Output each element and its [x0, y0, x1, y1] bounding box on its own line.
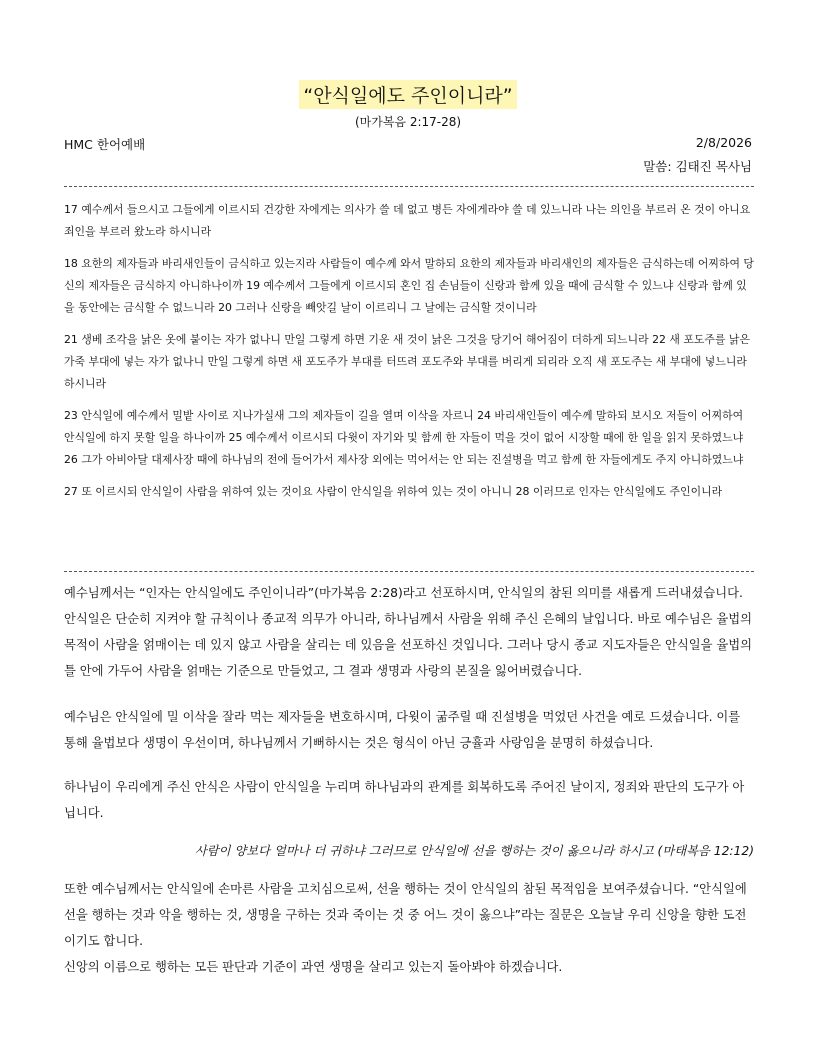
scripture-verses-21-22: 21 생베 조각을 낡은 옷에 붙이는 자가 없나니 만일 그렇게 하면 기운 새 것이 낡은 그것을 당기어 해어짐이 더하게 되느니라 22 새 포도주를 낡은 가죽 부대에 넣는 자가 없나니 만일 그렇게 하면 새 포도주가 부대를 터뜨려 포도주와 부대를 버리게 되리라 오직 새 포도주는 새 부대에 넣느니라 하시니라	[64, 333, 750, 390]
divider-top	[64, 186, 754, 187]
scripture-verses-23-26: 23 안식일에 예수께서 밀밭 사이로 지나가실새 그의 제자들이 길을 열며 이삭을 자르니 24 바리새인들이 예수께 말하되 보시오 저들이 어찌하여 안식일에 하지 못할 일을 하나이까 25 예수께서 이르시되 다윗이 자기와 및 함께 한 자들이 먹을 것이 없어 시장할 때에 한 일을 읽지 못하였느냐 26 그가 아비아달 대제사장 때에 하나님의 전에 들어가서 제사장 외에는 먹어서는 안 되는 진설병을 먹고 함께 한 자들에게도 주지 아니하였느냐	[64, 409, 744, 466]
sermon-paragraph-2: 예수님은 안식일에 밀 이삭을 잘라 먹는 제자들을 변호하시며, 다윗이 굶주릴 때 진설병을 먹었던 사건을 예로 드셨습니다. 이를 통해 율법보다 생명이 우선이며, 하나님께서 기뻐하시는 것은 형식이 아닌 긍휼과 사랑임을 분명히 하셨습니다.	[64, 710, 741, 750]
service-date: 2/8/2026	[695, 135, 752, 150]
scripture-quote: 사람이 양보다 얼마나 더 귀하냐 그러므로 안식일에 선을 행하는 것이 옳으니라 하시고 (마태복음 12:12)	[194, 844, 754, 858]
church-service-name: HMC 한어예배	[64, 137, 146, 152]
scripture-reference: (마가복음 2:17-28)	[354, 115, 462, 129]
sermon-paragraph-3: 하나님이 우리에게 주신 안식은 사람이 안식일을 누리며 하나님과의 관계를 회복하도록 주어진 날이지, 정죄와 판단의 도구가 아닙니다.	[64, 780, 745, 820]
sermon-paragraph-1: 예수님께서는 “인자는 안식일에도 주인이니라”(마가복음 2:28)라고 선포하시며, 안식일의 참된 의미를 새롭게 드러내셨습니다. 안식일은 단순히 지켜야 할 규칙이나 종교적 의무가 아니라, 하나님께서 사람을 위해 주신 은혜의 날입니다. 바로 예수님은 율법의 목적이 사람을 얽매이는 데 있지 않고 사람을 살리는 데 있음을 선포하신 것입니다. 그러나 당시 종교 지도자들은 안식일을 율법의 틀 안에 가두어 사람을 얽매는 기준으로 만들었고, 그 결과 생명과 사랑의 본질을 잃어버렸습니다.	[64, 586, 753, 678]
speaker-line: 말씀: 김태진 목사님	[643, 159, 752, 174]
sermon-title: “안식일에도 주인이니라”	[299, 80, 516, 109]
divider-bottom	[64, 571, 754, 572]
sermon-paragraph-5: 신앙의 이름으로 행하는 모든 판단과 기준이 과연 생명을 살리고 있는지 돌아봐야 하겠습니다.	[64, 960, 563, 974]
sermon-paragraph-4: 또한 예수님께서는 안식일에 손마른 사람을 고치심으로써, 선을 행하는 것이 안식일의 참된 목적임을 보여주셨습니다. “안식일에 선을 행하는 것과 악을 행하는 것, 생명을 구하는 것과 죽이는 것 중 어느 것이 옳으냐”라는 질문은 오늘날 우리 신앙을 향한 도전이기도 합니다.	[64, 882, 747, 948]
sermon-body	[64, 580, 754, 980]
scripture-verse-17: 17 예수께서 들으시고 그들에게 이르시되 건강한 자에게는 의사가 쓸 데 없고 병든 자에게라야 쓸 데 있느니라 나는 의인을 부르러 온 것이 아니요 죄인을 부르러 왔노라 하시니라	[64, 203, 751, 238]
scripture-section	[64, 199, 754, 503]
scripture-verses-18-20: 18 요한의 제자들과 바리새인들이 금식하고 있는지라 사람들이 예수께 와서 말하되 요한의 제자들과 바리새인의 제자들은 금식하는데 어찌하여 당신의 제자들은 금식하지 아니하나이까 19 예수께서 그들에게 이르시되 혼인 집 손님들이 신랑과 함께 있을 때에 금식할 수 있느냐 신랑과 함께 있을 동안에는 금식할 수 없느니라 20 그러나 신랑을 빼앗길 날이 이르리니 그 날에는 금식할 것이니라	[64, 257, 754, 314]
title-block	[0, 80, 816, 109]
scripture-verses-27-28: 27 또 이르시되 안식일이 사람을 위하여 있는 것이요 사람이 안식일을 위하여 있는 것이 아니니 28 이러므로 인자는 안식일에도 주인이니라	[64, 485, 723, 498]
